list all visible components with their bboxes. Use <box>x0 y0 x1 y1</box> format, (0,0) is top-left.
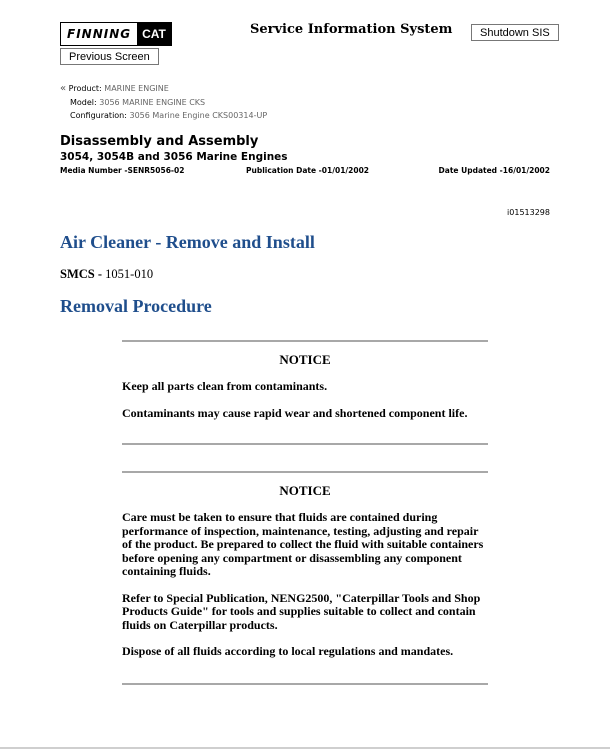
configuration-value[interactable]: 3056 Marine Engine CKS00314-UP <box>129 111 268 120</box>
notice-title: NOTICE <box>279 483 331 498</box>
model-value[interactable]: 3056 MARINE ENGINE CKS <box>99 97 206 107</box>
configuration-label: Configuration: <box>70 111 127 120</box>
product-value[interactable]: MARINE ENGINE <box>104 84 169 93</box>
notice-box <box>122 471 488 685</box>
notice-box <box>122 340 488 445</box>
page-heading: Air Cleaner - Remove and Install <box>60 232 315 252</box>
cat-logo-badge: CAT <box>137 23 171 45</box>
smcs-code <box>60 267 153 282</box>
model-label: Model: <box>70 97 97 107</box>
notice-paragraph: Dispose of all fluids according to local regulations and mandates. <box>122 644 454 658</box>
shutdown-sis-button[interactable]: Shutdown SIS <box>471 24 559 41</box>
finning-cat-logo <box>60 22 172 46</box>
app-title: Service Information System <box>250 22 453 37</box>
date-updated: Date Updated -16/01/2002 <box>438 166 550 175</box>
notice-paragraph: Contaminants may cause rapid wear and shortened component life. <box>122 405 468 420</box>
logo-text: FINNING <box>67 27 132 41</box>
notice-paragraph: Refer to Special Publication, NENG2500, "Caterpillar Tools and Shop Products Guide" for tools and supplies suitable to collect and contain fluids on Caterpillar products. <box>122 590 481 632</box>
document-subtitle: 3054, 3054B and 3056 Marine Engines <box>60 151 288 163</box>
smcs-value: 1051-010 <box>105 267 154 281</box>
breadcrumb <box>60 82 267 123</box>
section-heading: Removal Procedure <box>60 296 212 316</box>
document-id: i01513298 <box>507 208 550 217</box>
product-line <box>60 82 267 96</box>
notice-title: NOTICE <box>279 352 331 367</box>
notice-paragraph: Keep all parts clean from contaminants. <box>122 379 328 393</box>
publication-date: Publication Date -01/01/2002 <box>246 166 370 175</box>
back-chevron-icon[interactable]: « <box>60 83 67 94</box>
page-bottom-divider <box>0 747 610 749</box>
media-number: Media Number -SENR5056-02 <box>60 166 185 175</box>
previous-screen-button[interactable]: Previous Screen <box>60 48 159 65</box>
notice-paragraph: Care must be taken to ensure that fluids are contained during performance of inspection, maintenance, testing, adjusting and repair of the product. Be prepared to collect the fluid with suitable containers before opening any compartment or disassembling any component containing fluids. <box>122 510 484 578</box>
model-line <box>60 96 267 110</box>
product-label: Product: <box>68 84 102 93</box>
document-title: Disassembly and Assembly <box>60 134 259 149</box>
configuration-line <box>60 109 267 123</box>
smcs-label: SMCS - <box>60 267 103 281</box>
